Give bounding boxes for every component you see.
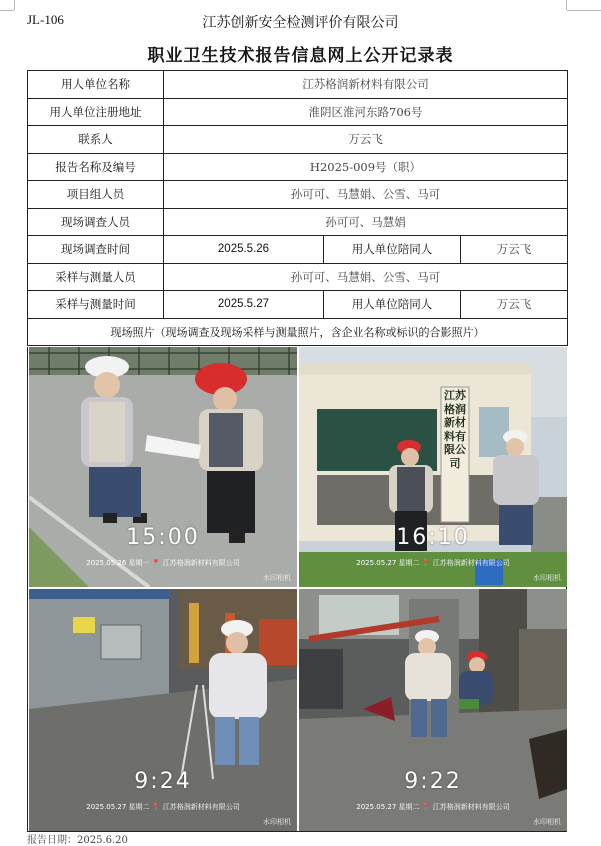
corner-mark bbox=[566, 0, 567, 10]
sampling-staff-label: 采样与测量人员 bbox=[28, 263, 164, 291]
company-sign: 江苏格润新材料有限公司 bbox=[444, 389, 466, 470]
photo-time: 15:00 bbox=[126, 525, 200, 550]
contact-label: 联系人 bbox=[28, 126, 164, 154]
photo-workshop-sampling-image bbox=[29, 589, 297, 831]
photo-plant-sampling-image bbox=[299, 589, 567, 831]
photo-watermark: 水印相机 bbox=[533, 574, 561, 582]
team-label: 项目组人员 bbox=[28, 181, 164, 209]
sampling-escort-label: 用人单位陪同人 bbox=[324, 291, 461, 319]
info-table bbox=[27, 70, 568, 346]
table-row bbox=[28, 208, 568, 236]
photo-stamp: 2025.05.27 星期二 📍 江苏格润新材料有限公司 bbox=[356, 803, 510, 811]
document-code: JL-106 bbox=[27, 12, 64, 27]
photo-time: 9:24 bbox=[134, 769, 192, 794]
photo-watermark: 水印相机 bbox=[263, 818, 291, 826]
contact-value: 万云飞 bbox=[164, 126, 568, 154]
site-photo-company-gate bbox=[299, 347, 567, 587]
survey-staff-value: 孙可可、马慧娟 bbox=[164, 208, 568, 236]
team-value: 孙可可、马慧娟、公雪、马可 bbox=[164, 181, 568, 209]
survey-staff-label: 现场调查人员 bbox=[28, 208, 164, 236]
employer-name-label: 用人单位名称 bbox=[28, 71, 164, 99]
photo-company-gate-image bbox=[299, 347, 567, 587]
sampling-time-label: 采样与测量时间 bbox=[28, 291, 164, 319]
sampling-staff-value: 孙可可、马慧娟、公雪、马可 bbox=[164, 263, 568, 291]
corner-mark bbox=[0, 10, 14, 11]
table-row bbox=[28, 236, 568, 264]
report-number-value: H2025-009号（职） bbox=[164, 153, 568, 181]
photo-grid bbox=[27, 347, 567, 832]
photo-watermark: 水印相机 bbox=[263, 574, 291, 582]
address-label: 用人单位注册地址 bbox=[28, 98, 164, 126]
table-row bbox=[28, 181, 568, 209]
corner-mark bbox=[14, 0, 15, 10]
photos-caption: 现场照片（现场调查及现场采样与测量照片，含企业名称或标识的合影照片） bbox=[28, 318, 568, 346]
survey-escort-label: 用人单位陪同人 bbox=[324, 236, 461, 264]
photo-watermark: 水印相机 bbox=[533, 818, 561, 826]
table-row bbox=[28, 71, 568, 99]
table-row bbox=[28, 126, 568, 154]
survey-time-label: 现场调查时间 bbox=[28, 236, 164, 264]
table-row bbox=[28, 263, 568, 291]
address-value: 淮阴区淮河东路706号 bbox=[164, 98, 568, 126]
company-name: 江苏创新安全检测评价有限公司 bbox=[202, 15, 399, 31]
photo-time: 16:10 bbox=[396, 525, 470, 550]
photo-time: 9:22 bbox=[404, 769, 462, 794]
sampling-time-value: 2025.5.27 bbox=[164, 291, 324, 319]
photo-stamp: 2025.05.27 星期二 📍 江苏格润新材料有限公司 bbox=[356, 559, 510, 567]
report-date-footer: 报告日期：2025.6.20 bbox=[27, 835, 128, 846]
table-row bbox=[28, 153, 568, 181]
photo-stamp: 2025.05.26 星期一 📍 江苏格润新材料有限公司 bbox=[86, 559, 240, 567]
photo-survey-road-image bbox=[29, 347, 297, 587]
site-photo-workshop-sampling bbox=[29, 589, 297, 831]
site-photo-plant-sampling bbox=[299, 589, 567, 831]
sampling-escort-value: 万云飞 bbox=[461, 291, 568, 319]
employer-name-value: 江苏格润新材料有限公司 bbox=[164, 71, 568, 99]
table-row bbox=[28, 318, 568, 346]
page-title: 职业卫生技术报告信息网上公开记录表 bbox=[147, 46, 454, 66]
table-row bbox=[28, 98, 568, 126]
table-row bbox=[28, 291, 568, 319]
survey-time-value: 2025.5.26 bbox=[164, 236, 324, 264]
photo-stamp: 2025.05.27 星期二 📍 江苏格润新材料有限公司 bbox=[86, 803, 240, 811]
report-label: 报告名称及编号 bbox=[28, 153, 164, 181]
corner-mark bbox=[567, 10, 601, 11]
site-photo-survey-road bbox=[29, 347, 297, 587]
survey-escort-value: 万云飞 bbox=[461, 236, 568, 264]
